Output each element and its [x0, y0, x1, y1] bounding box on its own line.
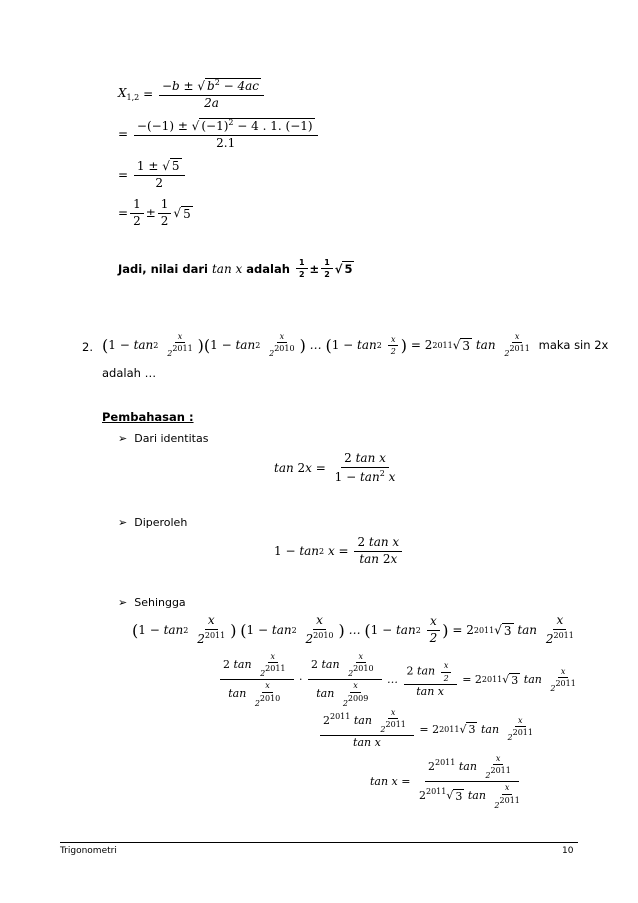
problem-line2: adalah … [102, 366, 157, 380]
footer-divider [60, 842, 578, 843]
bullet-3-label: Sehingga [134, 596, 186, 609]
quadratic-step-3: = $\frac{1 \pm √ 5}{2}$ [118, 160, 187, 191]
sehingga-line-4: tan x = $2^{2011}$ tan $\frac{x}{22011}$ $2^{2011}√$ 3 tan $\frac{x}{22011}$ [370, 754, 520, 810]
arrow-bullet-icon: ➢ [118, 596, 128, 609]
conclusion-word: adalah [246, 261, 290, 276]
quadratic-step-1: $X_{1,2}$ = $\frac{-b \pm √ b^2 - 4ac}{2a}$ [118, 78, 266, 111]
footer-title: Trigonometri [60, 846, 117, 856]
conclusion-expr: tan x [211, 261, 243, 276]
bullet-2-label: Diperoleh [134, 516, 188, 529]
arrow-bullet-icon: ➢ [118, 432, 128, 445]
conclusion-line: Jadi, nilai dari tan x adalah $\frac{1}{2}$ ± $\frac{1}{2}$ √ 5 [118, 258, 353, 280]
sehingga-line-2: 2 tan $\frac{x}{22011}$ tan $\frac{x}{22010}$ · 2 tan $\frac{x}{22010}$ tan $\frac{x}{22009}$ … 2 tan $\frac{x}{2}$ tan x = 2 2011 √ 3 tan $\frac{x}{22011}$ [218, 652, 581, 708]
arrow-bullet-icon: ➢ [118, 516, 128, 529]
identity-formula: tan 2 x = $\frac{\text{2 tan x}}{1 - \tan^2 x}$ [274, 451, 396, 484]
solution-heading: Pembahasan : [102, 410, 194, 424]
bullet-1 [118, 432, 208, 445]
derived-formula: 1 − tan 2 x = $\frac{\text{2 tan x}}{\tan 2x}$ [274, 536, 404, 567]
page-number: 10 [562, 846, 574, 856]
sehingga-line-1: ( 1 − tan 2 $\frac{x}{2^{2011}}$ ) ( 1 − tan 2 $\frac{x}{2^{2010}}$ ) … ( 1 − tan 2 $\frac{x}{2}$ ) = 2 2011 √ 3 tan $\frac{x}{2^{2011}}$ [132, 613, 574, 646]
sehingga-line-3: $2^{2011}$ tan $\frac{x}{22011}$ tan x = 2 2011 √ 3 tan $\frac{x}{22011}$ [318, 708, 538, 750]
problem-number: 2. [82, 340, 93, 354]
conclusion-label: Jadi, nilai dari [118, 261, 208, 276]
problem-statement: ( 1 − tan 2 $\frac{x}{22011}$ )( 1 − tan 2 $\frac{x}{22010}$ ) … ( 1 − tan 2 $\frac{x}{2}$ ) = 2 2011 √ 3 tan $\frac{x}{22011}$ maka sin 2x [102, 332, 609, 359]
bullet-3 [118, 596, 186, 609]
bullet-2 [118, 516, 187, 529]
quadratic-step-2: = $\frac{-(-1) \pm √ (-1)^2 - 4 . 1. (-1)}{2.1}$ [118, 118, 320, 151]
bullet-1-label: Dari identitas [134, 432, 209, 445]
problem-tail: maka sin 2x [538, 338, 609, 353]
quadratic-step-4: = $\frac{1}{2}$ ± $\frac{1}{2}$ √ 5 [118, 197, 191, 228]
